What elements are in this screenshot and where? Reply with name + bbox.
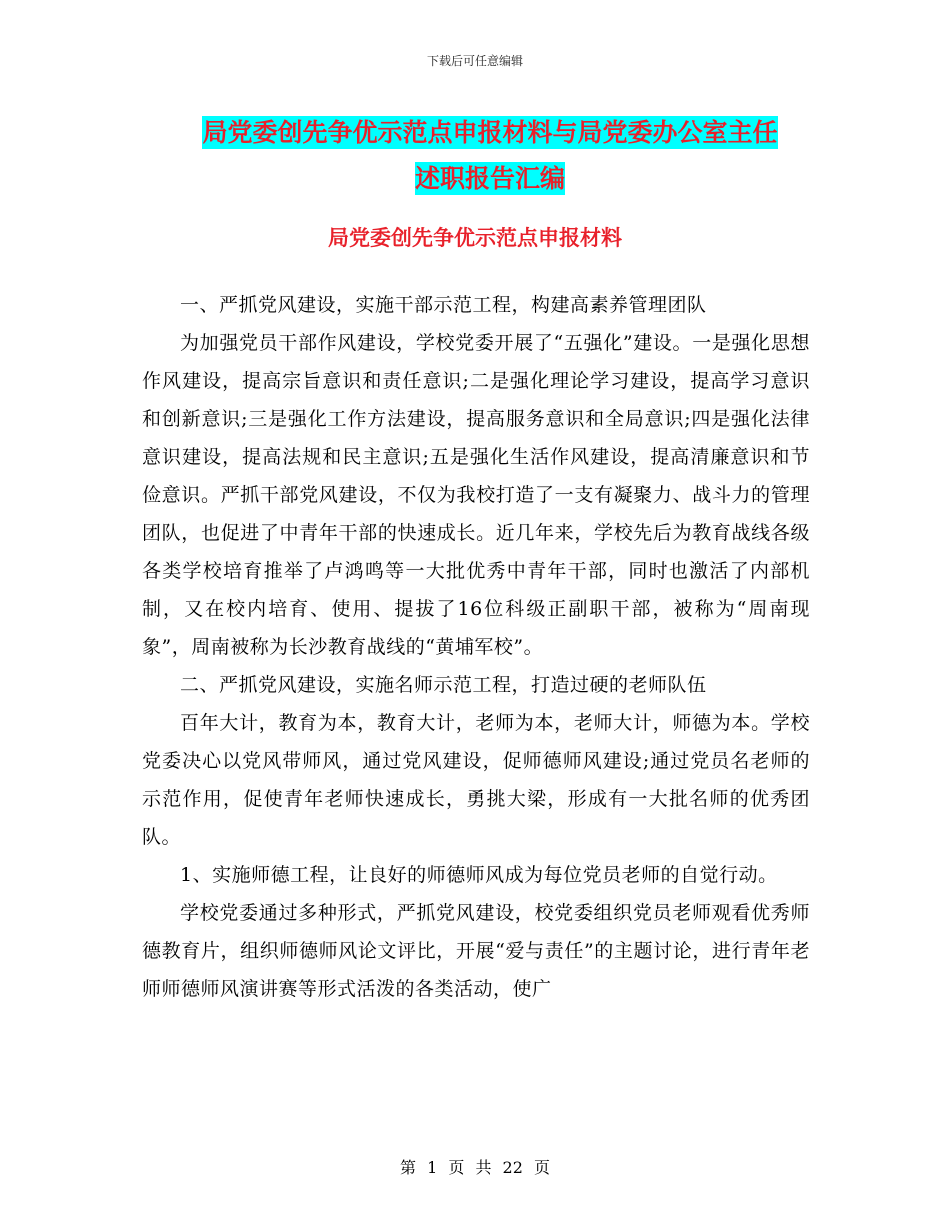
heading-paragraph-2: 二、严抓党风建设，实施名师示范工程，打造过硬的老师队伍 — [180, 674, 707, 696]
body-text — [142, 286, 810, 1008]
header-note: 下载后可任意编辑 — [426, 54, 523, 68]
document-title-line-2: 述职报告汇编 — [414, 164, 565, 193]
body-paragraph: 百年大计，教育为本，教育大计，老师为本，老师大计，师德为本。学校党委决心以党风带师风，通过党风建设，促师德师风建设;通过党员名老师的示范作用，促使青年老师快速成长，勇挑大梁，形成有一大批名师的优秀团队。 — [142, 712, 810, 848]
heading-paragraph-1: 一、严抓党风建设，实施干部示范工程，构建高素养管理团队 — [180, 294, 707, 316]
subheading-paragraph: 1、实施师德工程，让良好的师德师风成为每位党员老师的自觉行动。 — [180, 864, 778, 886]
body-paragraph: 学校党委通过多种形式，严抓党风建设，校党委组织党员老师观看优秀师德教育片，组织师德师风论文评比，开展“爱与责任”的主题讨论，进行青年老师师德师风演讲赛等形式活泼的各类活动，使广 — [142, 902, 810, 1000]
body-paragraph: 为加强党员干部作风建设，学校党委开展了“五强化”建设。一是强化思想作风建设，提高宗旨意识和责任意识;二是强化理论学习建设，提高学习意识和创新意识;三是强化工作方法建设，提高服务意识和全局意识;四是强化法律意识建设，提高法规和民主意识;五是强化生活作风建设，提高清廉意识和节俭意识。严抓干部党风建设，不仅为我校打造了一支有凝聚力、战斗力的管理团队，也促进了中青年干部的快速成长。近几年来，学校先后为教育战线各级各类学校培育推举了卢鸿鸣等一大批优秀中青年干部，同时也激活了内部机制，又在校内培育、使用、提拔了16位科级正副职干部，被称为“周南现象”，周南被称为长沙教育战线的“黄埔军校”。 — [142, 332, 810, 658]
document-title-line-1: 局党委创先争优示范点申报材料与局党委办公室主任 — [202, 118, 778, 147]
document-title — [140, 110, 840, 202]
section-title: 局党委创先争优示范点申报材料 — [328, 226, 622, 250]
page-footer: 第 1 页 共 22 页 — [400, 1158, 550, 1177]
